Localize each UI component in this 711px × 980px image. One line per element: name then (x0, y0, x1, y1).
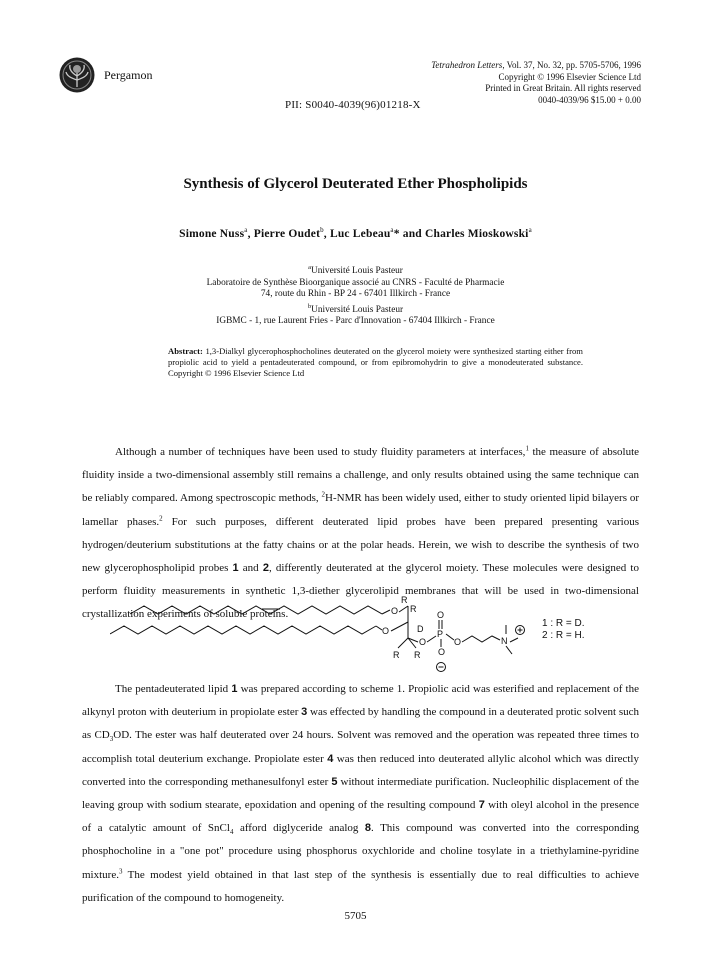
phosphate-oxygen: O (419, 637, 427, 647)
text-run: Although a number of techniques have been used to study fluidity parameters at interfaces, (115, 446, 526, 458)
affiliation-text: Université Louis Pasteur (310, 266, 403, 277)
text-run: For such purposes, different deuterated lipid probes have been prepared presenting various hydrogen/deuterium substitutions at the fatty chains or at the polar heads. Herein, we wish to describe the synthesis of two new glycerophospholipid probes (82, 515, 639, 575)
author-affiliation-mark: a (390, 226, 394, 234)
author: Simone Nuss (179, 227, 245, 240)
author-separator: and (399, 227, 425, 240)
reference-mark: 3 (118, 866, 123, 875)
compound-number: 5 (331, 775, 338, 788)
affiliation-a-lab: Laboratoire de Synthèse Bioorganique associé au CNRS - Faculté de Pharmacie (206, 277, 505, 288)
compound-number: 8 (364, 822, 372, 835)
abstract-text: 1,3-Dialkyl glycerophosphocholines deuterated on the glycerol moiety were synthesized starting either from propiolic acid to yield a pentadeuterated compound, or from epibromohydrin to give a monodeuterated substance. (168, 346, 583, 368)
reference-mark: 1 (525, 444, 529, 453)
corresponding-author-mark: * (393, 227, 400, 240)
ether-oxygen-2: O (382, 626, 390, 636)
journal-info (431, 60, 641, 106)
author: Luc Lebeau (329, 227, 391, 240)
compound-number: 1 (232, 562, 239, 575)
text-run: with oleyl alcohol in the presence of a catalytic amount of SnCl (82, 799, 639, 835)
paper-title: Synthesis of Glycerol Deuterated Ether Phospholipids (183, 176, 528, 192)
compound-number: 3 (301, 706, 308, 719)
text-run: OD. The ester was half deuterated over 24 hours. Solvent was removed and the operation was repeated three times to accomplish total deuterium exchange. Propiolate ester (82, 729, 639, 765)
abstract (168, 346, 583, 380)
text-run: the measure of absolute fluidity inside a two-dimensional assembly still remains a challenge, and only results obtained using the same technique can be reliably compared. Among spectroscopic methods, (82, 446, 640, 505)
elsevier-logo (58, 56, 96, 94)
affiliation-a-name (0, 262, 711, 278)
text-run: afford diglyceride analog (233, 822, 365, 835)
pii-identifier: PII: S0040-4039(96)01218-X (285, 99, 421, 111)
author-affiliation-mark: a (244, 226, 248, 234)
subscript: 3 (109, 735, 114, 744)
text-run: without intermediate purification. Nucleophilic displacement of the leaving group with sodium stearate, epoxidation and opening of the resulting compound (82, 775, 639, 812)
printed-line: Printed in Great Britain. All rights reserved (485, 83, 641, 93)
author-separator: , (323, 227, 330, 240)
ester-oxygen: O (454, 637, 462, 647)
reference-mark: 2 (159, 513, 163, 522)
journal-volume: , Vol. 37, No. 32, pp. 5705-5706, 1996 (502, 60, 641, 70)
author: Pierre Oudet (253, 227, 321, 240)
price-line: 0040-4039/96 $15.00 + 0.00 (538, 94, 641, 105)
subscript: 4 (229, 828, 234, 837)
affiliation-a-address: 74, route du Rhin - BP 24 - 67401 Illkirch - France (260, 289, 451, 300)
compound-number: 7 (478, 799, 485, 812)
phosphorus-atom: P (437, 629, 444, 639)
compound-number: 4 (327, 752, 334, 765)
affiliation-mark: a (308, 264, 311, 271)
body-paragraph-2 (82, 678, 639, 910)
compound-number: 1 (231, 683, 238, 695)
nitrogen-atom: N (501, 636, 508, 646)
author-affiliation-mark: a (528, 226, 532, 234)
ether-oxygen-1: O (391, 606, 399, 616)
stearyl-chain (110, 626, 376, 634)
chemical-structure (110, 592, 610, 672)
text-run: was prepared according to scheme 1. Propiolic acid was esterified and replacement of the alkynyl proton with deuterium in propiolate ester (82, 683, 639, 719)
affiliation-b-name (0, 301, 711, 317)
affiliation-mark: b (307, 302, 312, 310)
page-number: 5705 (344, 910, 367, 922)
r-label: R (410, 604, 417, 614)
author: Charles Mioskowski (424, 227, 529, 240)
journal-name: Tetrahedron Letters (431, 60, 503, 70)
publisher-name: Pergamon (104, 68, 153, 82)
r-label: R (401, 595, 408, 605)
compound-legend (542, 618, 585, 642)
affiliation-text: Université Louis Pasteur (311, 304, 404, 315)
text-run: . This compound was converted into the corresponding phosphocholine in a "one pot" procedure using phosphorus oxychloride and choline tosylate in a triethylamine-pyridine mixture. (82, 822, 639, 881)
author-affiliation-mark: b (320, 226, 324, 234)
text-run: , differently deuterated at the glycerol moiety. These molecules were designed to perform fluidity measurements in synthetic 1,3-diether glycerolipid membranes that will be used in two-dimensional crystallization experiments of soluble proteins. (82, 562, 639, 621)
text-run: was effected by handling the compound in a deuterated protic solvent such as CD (82, 706, 639, 742)
text-run: H-NMR has been widely used, either to study oriented lipid bilayers or lamellar phases. (82, 492, 639, 528)
journal-citation (431, 60, 641, 72)
abstract-label: Abstract: (168, 346, 203, 356)
compound-number: 2 (262, 562, 269, 575)
isotope-superscript: 2 (321, 490, 326, 499)
oxo-oxygen: O (437, 610, 445, 620)
compound-2-legend: 2 : R = H. (542, 630, 585, 641)
anionic-oxygen: O (438, 647, 446, 657)
affiliation-b-address: IGBMC - 1, rue Laurent Fries - Parc d'Innovation - 67404 Illkirch - France (216, 316, 495, 327)
r-label: R (414, 650, 421, 660)
author-separator: , (247, 227, 254, 240)
author-list (0, 226, 711, 240)
text-run: The pentadeuterated lipid (115, 683, 232, 695)
deuterium-label: D (417, 624, 424, 634)
compound-1-legend: 1 : R = D. (542, 618, 585, 629)
r-label: R (393, 650, 400, 660)
affiliations (0, 262, 711, 328)
text-run: The modest yield obtained in that last step of the synthesis is essentially due to real difficulties to achieve purification of the compound to homogeneity. (82, 868, 639, 904)
text-run: and (238, 562, 263, 575)
abstract-copyright: Copyright © 1996 Elsevier Science Ltd (168, 368, 305, 379)
copyright-line: Copyright © 1996 Elsevier Science Ltd (498, 71, 641, 82)
oleyl-chain (130, 606, 382, 614)
text-run: was then reduced into deuterated allylic alcohol which was directly converted into the corresponding methanesulfonyl ester (82, 752, 639, 788)
